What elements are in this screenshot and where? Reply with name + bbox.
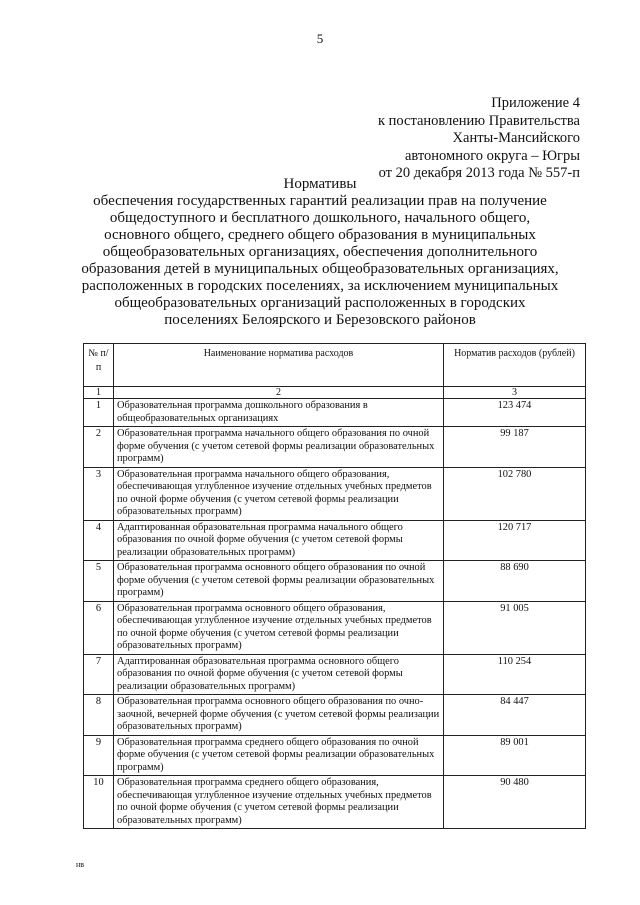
row-value: 91 005 (444, 601, 586, 654)
table-row (84, 427, 586, 468)
title-line: образования детей в муниципальных общеобразовательных организациях, (81, 261, 559, 277)
row-value: 120 717 (444, 520, 586, 561)
row-name: Образовательная программа среднего общего образования по очной форме обучения (с учетом сетевой формы реализации образовательных программ) (114, 735, 444, 776)
index-cell: 2 (114, 387, 444, 399)
appendix-line: автономного округа – Югры (404, 147, 580, 164)
header-name: Наименование норматива расходов (114, 344, 444, 387)
table-row (84, 561, 586, 602)
table-row (84, 776, 586, 829)
row-number: 6 (84, 601, 114, 654)
row-name: Образовательная программа начального общего образования по очной форме обучения (с учетом сетевой формы реализации образовательных программ) (114, 427, 444, 468)
table-row (84, 520, 586, 561)
row-value: 88 690 (444, 561, 586, 602)
row-value: 89 001 (444, 735, 586, 776)
header-value: Норматив расходов (рублей) (444, 344, 586, 387)
header-number: № п/п (84, 344, 114, 387)
appendix-line: от 20 декабря 2013 года № 557-п (378, 165, 580, 181)
page-number: 5 (316, 31, 324, 46)
row-value: 90 480 (444, 776, 586, 829)
row-value: 123 474 (444, 399, 586, 427)
row-name: Образовательная программа начального общего образования, обеспечивающая углубленное изучение отдельных учебных предметов по очной форме обучения (с учетом сетевой формы реализации образовательных программ) (114, 467, 444, 520)
title-line: обеспечения государственных гарантий реализации прав на получение (93, 193, 547, 209)
row-number: 7 (84, 654, 114, 695)
row-name: Адаптированная образовательная программа основного общего образования по очной форме обучения (с учетом сетевой формы реализации образовательных программ) (114, 654, 444, 695)
row-value: 110 254 (444, 654, 586, 695)
table-index-row (84, 387, 586, 399)
document-title (60, 176, 580, 329)
row-value: 99 187 (444, 427, 586, 468)
title-line: общеобразовательных организациях, обеспечения дополнительного (102, 244, 538, 260)
title-line: общедоступного и бесплатного дошкольного, начального общего, (109, 210, 531, 226)
row-name: Образовательная программа основного общего образования по очной форме обучения (с учетом сетевой формы реализации образовательных программ) (114, 561, 444, 602)
title-line: общеобразовательных организаций расположенных в городских (114, 295, 526, 311)
title-line: Нормативы (283, 176, 357, 192)
table-row (84, 735, 586, 776)
title-line: поселениях Белоярского и Березовского районов (164, 312, 476, 328)
row-name: Образовательная программа среднего общего образования, обеспечивающая углубленное изучение отдельных учебных предметов по очной форме обучения (с учетом сетевой формы реализации образовательных программ) (114, 776, 444, 829)
row-number: 4 (84, 520, 114, 561)
index-cell: 1 (84, 387, 114, 399)
appendix-line: к постановлению Правительства (378, 112, 580, 129)
appendix-line: Ханты-Мансийского (452, 130, 580, 146)
index-cell: 3 (444, 387, 586, 399)
footer-mark: нв (76, 860, 85, 869)
row-name: Образовательная программа дошкольного образования в общеобразовательных организациях (114, 399, 444, 427)
row-number: 3 (84, 467, 114, 520)
title-line: расположенных в городских поселениях, за исключением муниципальных (81, 278, 559, 294)
table-row (84, 695, 586, 736)
table-row (84, 467, 586, 520)
row-number: 8 (84, 695, 114, 736)
table-row (84, 399, 586, 427)
table-row (84, 601, 586, 654)
norms-table (83, 343, 586, 829)
row-name: Образовательная программа основного общего образования по очно-заочной, вечерней форме обучения (с учетом сетевой формы реализации образовательных программ) (114, 695, 444, 736)
row-number: 5 (84, 561, 114, 602)
row-name: Адаптированная образовательная программа начального общего образования по очной форме обучения (с учетом сетевой формы реализации образовательных программ) (114, 520, 444, 561)
title-line: основного общего, среднего общего образования в муниципальных (104, 227, 536, 243)
row-name: Образовательная программа основного общего образования, обеспечивающая углубленное изучение отдельных учебных предметов по очной форме обучения (с учетом сетевой формы реализации образовательных программ) (114, 601, 444, 654)
row-number: 1 (84, 399, 114, 427)
table-header-row (84, 344, 586, 387)
row-number: 9 (84, 735, 114, 776)
row-number: 10 (84, 776, 114, 829)
appendix-line: Приложение 4 (491, 95, 580, 111)
row-number: 2 (84, 427, 114, 468)
appendix-block (260, 95, 580, 183)
row-value: 102 780 (444, 467, 586, 520)
row-value: 84 447 (444, 695, 586, 736)
table-row (84, 654, 586, 695)
